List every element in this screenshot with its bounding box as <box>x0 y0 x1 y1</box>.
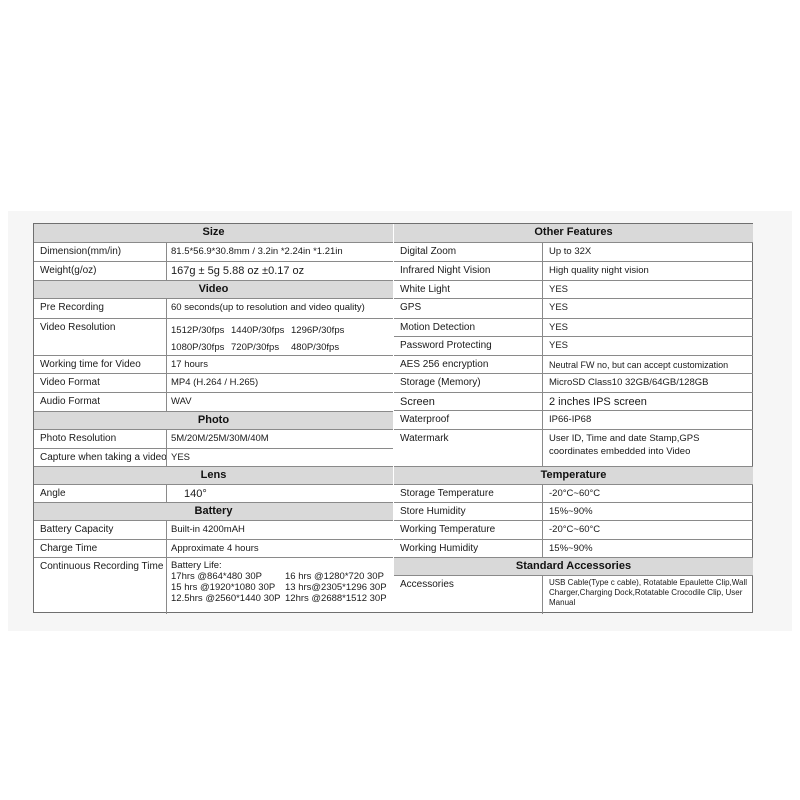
aes-label: AES 256 encryption <box>400 359 489 370</box>
audio-format-label: Audio Format <box>40 396 101 407</box>
working-humidity-label: Working Humidity <box>400 543 479 554</box>
aes-value: Neutral FW no, but can accept customization <box>549 360 729 370</box>
storage-temp-label: Storage Temperature <box>400 488 494 499</box>
video-format-label: Video Format <box>40 377 100 388</box>
charge-time-label: Charge Time <box>40 543 98 554</box>
aes-row <box>394 355 753 373</box>
battery-life-item: 12hrs @2688*1512 30P <box>285 593 387 604</box>
photo-resolution-row <box>34 429 393 448</box>
white-light-value: YES <box>549 284 569 295</box>
video-resolution-values <box>171 322 344 356</box>
dimension-row <box>34 242 393 261</box>
storage-label: Storage (Memory) <box>400 377 481 388</box>
size-header: Size <box>34 224 393 242</box>
angle-row <box>34 484 393 502</box>
res-480: 480P/30fps <box>291 342 340 353</box>
storage-temp-row <box>394 484 753 502</box>
motion-label: Motion Detection <box>400 322 476 333</box>
pre-recording-label: Pre Recording <box>40 302 104 313</box>
store-humidity-row <box>394 502 753 520</box>
store-humidity-value: 15%~90% <box>549 506 593 517</box>
password-row <box>394 336 753 355</box>
waterproof-value: IP66-IP68 <box>549 414 592 425</box>
temperature-header: Temperature <box>394 466 753 484</box>
storage-value: MicroSD Class10 32GB/64GB/128GB <box>549 377 709 388</box>
spec-table <box>33 223 753 613</box>
battery-life-item: 15 hrs @1920*1080 30P <box>171 582 276 593</box>
accessories-header: Standard Accessories <box>394 557 753 575</box>
res-1080: 1080P/30fps <box>171 342 225 353</box>
watermark-value: User ID, Time and date Stamp,GPS coordinates embedded into Video <box>549 433 700 457</box>
res-1440: 1440P/30fps <box>231 325 285 336</box>
video-header: Video <box>34 280 393 298</box>
continuous-recording-row <box>34 557 393 614</box>
watermark-row <box>394 429 753 466</box>
accessories-value: USB Cable(Type c cable), Rotatable Epaulette Clip,Wall Charger,Charging Dock,Rotatable Crocodile Clip, User Manual <box>549 578 748 607</box>
weight-row <box>34 261 393 280</box>
battery-life-title: Battery Life: <box>171 560 222 571</box>
gps-value: YES <box>549 302 569 313</box>
infrared-label: Infrared Night Vision <box>400 265 491 276</box>
gps-label: GPS <box>400 302 422 313</box>
res-1512: 1512P/30fps <box>171 325 225 336</box>
working-humidity-row <box>394 539 753 557</box>
res-720: 720P/30fps <box>231 342 280 353</box>
angle-value: 140° <box>184 488 207 500</box>
motion-value: YES <box>549 322 569 333</box>
video-resolution-row <box>34 318 393 355</box>
battery-life-item: 13 hrs@2305*1296 30P <box>285 582 387 593</box>
other-features-header: Other Features <box>394 224 753 242</box>
store-humidity-label: Store Humidity <box>400 506 466 517</box>
storage-row <box>394 373 753 392</box>
working-temp-label: Working Temperature <box>400 524 496 535</box>
infrared-row <box>394 261 753 280</box>
pre-recording-row <box>34 298 393 318</box>
password-value: YES <box>549 340 569 351</box>
working-humidity-value: 15%~90% <box>549 543 593 554</box>
audio-format-value: WAV <box>171 396 192 407</box>
screen-label: Screen <box>400 396 435 408</box>
lens-header: Lens <box>34 466 393 484</box>
dimension-value: 81.5*56.9*30.8mm / 3.2in *2.24in *1.21in <box>171 246 343 257</box>
pre-recording-value: 60 seconds(up to resolution and video quality) <box>171 302 365 313</box>
video-format-value: MP4 (H.264 / H.265) <box>171 377 259 388</box>
photo-resolution-value: 5M/20M/25M/30M/40M <box>171 433 269 444</box>
battery-capacity-value: Built-in 4200mAH <box>171 524 245 535</box>
photo-resolution-label: Photo Resolution <box>40 433 117 444</box>
angle-label: Angle <box>40 488 66 499</box>
accessories-row <box>394 575 753 614</box>
capture-video-row <box>34 448 393 466</box>
weight-label: Weight(g/oz) <box>40 265 97 276</box>
gps-row <box>394 298 753 318</box>
video-resolution-label: Video Resolution <box>40 322 116 333</box>
res-1296: 1296P/30fps <box>291 325 345 336</box>
battery-capacity-label: Battery Capacity <box>40 524 114 535</box>
photo-header: Photo <box>34 411 393 429</box>
continuous-recording-label: Continuous Recording Time <box>40 561 164 572</box>
infrared-value: High quality night vision <box>549 265 649 276</box>
capture-video-value: YES <box>171 452 191 463</box>
waterproof-label: Waterproof <box>400 414 450 425</box>
working-time-row <box>34 355 393 373</box>
white-light-label: White Light <box>400 284 451 295</box>
weight-value: 167g ± 5g 5.88 oz ±0.17 oz <box>171 265 305 277</box>
working-time-label: Working time for Video <box>40 359 141 370</box>
charge-time-row <box>34 539 393 557</box>
digital-zoom-label: Digital Zoom <box>400 246 457 257</box>
motion-row <box>394 318 753 336</box>
battery-life-list <box>171 560 387 604</box>
watermark-label: Watermark <box>400 433 449 444</box>
digital-zoom-value: Up to 32X <box>549 246 592 257</box>
working-temp-value: -20°C~60°C <box>549 524 601 535</box>
accessories-label: Accessories <box>400 579 454 590</box>
password-label: Password Protecting <box>400 340 492 351</box>
battery-header: Battery <box>34 502 393 520</box>
screen-value: 2 inches IPS screen <box>549 396 647 408</box>
video-format-row <box>34 373 393 392</box>
battery-life-item: 16 hrs @1280*720 30P <box>285 571 384 582</box>
capture-video-label: Capture when taking a video <box>40 452 167 463</box>
battery-life-item: 17hrs @864*480 30P <box>171 571 262 582</box>
battery-life-item: 12.5hrs @2560*1440 30P <box>171 593 281 604</box>
white-light-row <box>394 280 753 298</box>
working-temp-row <box>394 520 753 539</box>
dimension-label: Dimension(mm/in) <box>40 246 122 257</box>
waterproof-row <box>394 410 753 429</box>
working-time-value: 17 hours <box>171 359 208 370</box>
screen-row <box>394 392 753 410</box>
digital-zoom-row <box>394 242 753 261</box>
charge-time-value: Approximate 4 hours <box>171 543 259 554</box>
battery-capacity-row <box>34 520 393 539</box>
storage-temp-value: -20°C~60°C <box>549 488 601 499</box>
audio-format-row <box>34 392 393 411</box>
